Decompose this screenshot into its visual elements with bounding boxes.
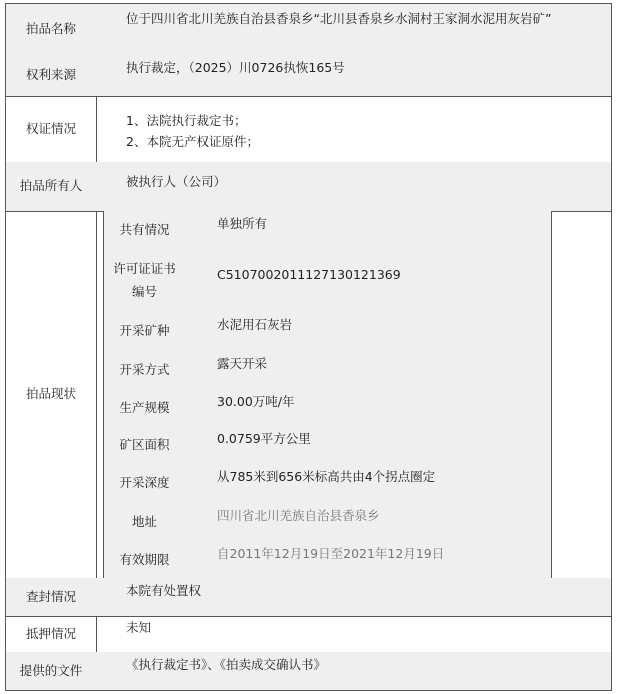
value-mortgage-text: 未知	[126, 619, 152, 635]
sub-label-license-text: 许可证证书编号	[113, 261, 176, 299]
label-item-name	[5, 3, 97, 55]
sub-label-scale-text: 生产规模	[119, 399, 170, 415]
sub-value-sharing	[185, 211, 552, 250]
sub-label-mineral	[103, 311, 186, 352]
sub-label-method-text: 开采方式	[119, 361, 170, 377]
label-owner	[5, 162, 97, 212]
sub-value-validity	[185, 541, 552, 579]
sub-label-address	[103, 503, 186, 542]
label-owner-text: 拍品所有人	[19, 178, 83, 194]
value-mortgage	[96, 616, 612, 653]
label-mortgage-text: 抵押情况	[25, 625, 76, 641]
label-documents-text: 提供的文件	[19, 662, 83, 678]
sub-label-validity-text: 有效期限	[119, 551, 170, 567]
rights-status-line-2: 2、本院无产权证原件；	[126, 134, 259, 149]
sub-label-address-text: 地址	[131, 513, 157, 529]
label-current-status	[5, 211, 97, 579]
sub-value-address	[185, 503, 552, 542]
sub-label-validity	[103, 541, 186, 579]
value-rights-source-text: 执行裁定，（2025）川0726执恢165号	[126, 59, 345, 75]
sub-value-license-text: C5107002011127130121369	[217, 266, 401, 282]
sub-value-scale-text: 30.00万吨/年	[217, 393, 295, 409]
value-item-name	[96, 3, 612, 55]
sub-value-validity-text: 自2011年12月19日至2021年12月19日	[217, 545, 445, 561]
label-rights-source-text: 权利来源	[25, 66, 76, 82]
sub-label-sharing-text: 共有情况	[119, 221, 170, 237]
value-rights-source	[96, 54, 612, 97]
value-documents-text: 《执行裁定书》、《拍卖成交确认书》	[126, 656, 327, 672]
sub-label-sharing	[103, 211, 186, 250]
sub-label-depth-text: 开采深度	[119, 475, 170, 491]
value-owner	[96, 162, 612, 212]
sub-label-mineral-text: 开采矿种	[119, 322, 170, 338]
sub-value-depth	[185, 464, 552, 504]
sub-value-method	[185, 351, 552, 390]
value-rights-status	[96, 96, 612, 163]
label-current-status-text: 拍品现状	[25, 386, 76, 402]
sub-value-sharing-text: 单独所有	[217, 215, 268, 231]
value-seizure-text: 本院有处置权	[126, 582, 202, 598]
sub-value-area	[185, 427, 552, 465]
value-item-name-text: 位于四川省北川羌族自治县香泉乡“北川县香泉乡水洞村王家洞水泥用灰岩矿”	[126, 11, 552, 26]
sub-label-method	[103, 351, 186, 390]
sub-value-depth-text: 从785米到656米标高共由4个拐点圈定	[217, 469, 436, 485]
rights-status-line-1: 1、法院执行裁定书；	[126, 113, 247, 128]
label-documents	[5, 652, 97, 691]
sub-value-address-text: 四川省北川羌族自治县香泉乡	[217, 507, 380, 523]
label-rights-source	[5, 54, 97, 97]
sub-value-area-text: 0.0759平方公里	[217, 431, 311, 447]
sub-value-license	[185, 249, 552, 312]
sub-label-license	[103, 249, 186, 312]
label-seizure-text: 查封情况	[25, 588, 76, 604]
sub-label-area	[103, 427, 186, 465]
label-rights-status-text: 权证情况	[25, 120, 76, 136]
sub-label-depth	[103, 464, 186, 504]
label-item-name-text: 拍品名称	[25, 20, 76, 36]
sub-label-area-text: 矿区面积	[119, 437, 170, 453]
value-owner-text: 被执行人（公司）	[126, 174, 227, 190]
label-mortgage	[5, 616, 97, 653]
sub-value-mineral	[185, 311, 552, 352]
sub-value-mineral-text: 水泥用石灰岩	[217, 316, 293, 332]
sub-value-method-text: 露天开采	[217, 355, 268, 371]
label-seizure	[5, 578, 97, 617]
label-rights-status	[5, 96, 97, 163]
sub-value-scale	[185, 389, 552, 428]
value-seizure	[96, 578, 612, 617]
value-documents	[96, 652, 612, 691]
sub-label-scale	[103, 389, 186, 428]
